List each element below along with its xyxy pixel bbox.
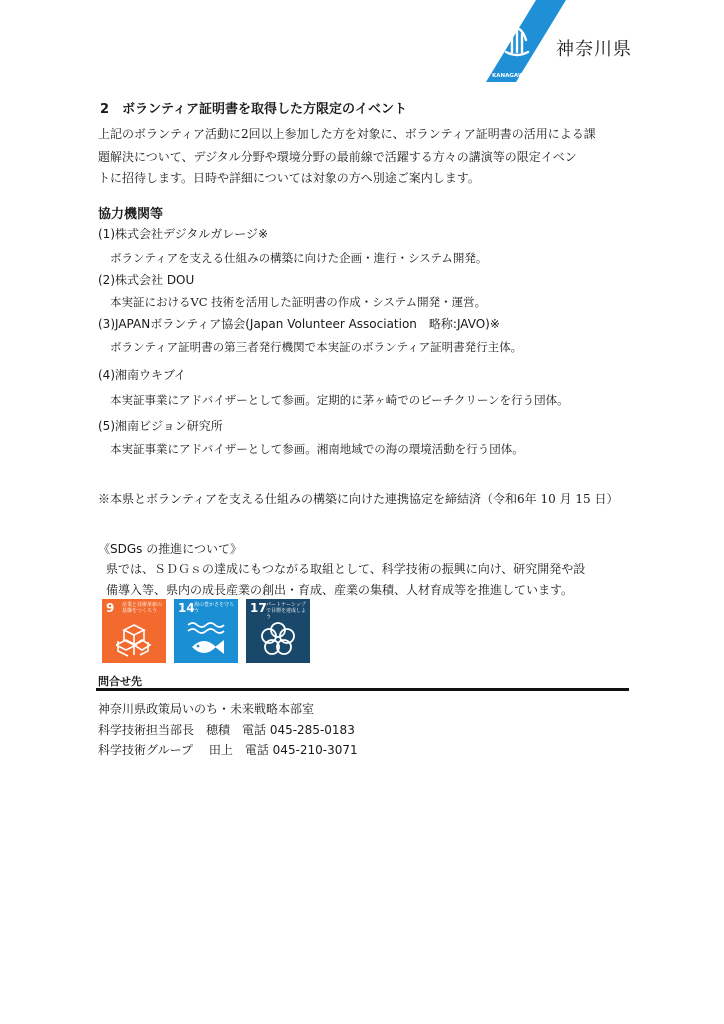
agreement-note: ※本県とボランティアを支える仕組みの構築に向けた連携協定を締結済（令和6年 10 月 15 日） [98,492,619,506]
sdg-number: 14 [178,601,195,615]
sdgs-heading: 《SDGs の推進について》 [98,542,242,556]
org-name: (4)湘南ウキブイ [98,368,186,382]
contact-line: 科学技術グループ 田上 電話 045-210-3071 [98,743,358,757]
org-name: (1)株式会社デジタルガレージ※ [98,227,269,241]
logo-caption: KANAGAWA [492,73,528,79]
sdg-number: 9 [106,601,115,615]
sdgs-line: 県では、ＳＤＧｓの達成にもつながる取組として、科学技術の振興に向け、研究開発や設 [106,562,586,576]
org-name: (2)株式会社 DOU [98,273,195,287]
section2-line: 上記のボランティア活動に2回以上参加した方を対象に、ボランティア証明書の活用による課 [98,127,596,141]
org-description: 本実証事業にアドバイザーとして参画。定期的に茅ヶ崎でのビーチクリーンを行う団体。 [110,393,569,407]
cubes-icon [116,623,152,659]
org-description: 本実証におけるVC 技術を活用した証明書の作成・システム開発・運営。 [110,295,487,309]
contact-divider [96,688,629,691]
org-description: ボランティアを支える仕組みの構築に向けた企画・進行・システム開発。 [110,251,488,265]
org-description: ボランティア証明書の第三者発行機関で本実証のボランティア証明書発行主体。 [110,340,523,354]
section2-heading: 2 ボランティア証明書を取得した方限定のイベント [100,102,408,117]
cooperation-heading: 協力機関等 [98,207,164,222]
sdg-goal-9-tile [102,599,166,663]
contact-heading: 問合せ先 [98,675,142,688]
org-name: (5)湘南ビジョン研究所 [98,419,223,433]
sdg-label: 産業と技術革新の基盤をつくろう [122,602,163,614]
contact-line: 科学技術担当部長 穂積 電話 045-285-0183 [98,723,355,737]
sdgs-line: 備導入等、県内の成長産業の創出・育成、産業の集積、人材育成等を推進しています。 [106,583,574,597]
contact-line: 神奈川県政策局いのち・未来戦略本部室 [98,702,315,716]
section2-line: 題解決について、デジタル分野や環境分野の最前線で活躍する方々の講演等の限定イベン [98,150,577,164]
prefecture-name: 神奈川県 [556,39,632,60]
sdg-goal-17-tile [246,599,310,663]
partnership-ring-icon [260,621,296,657]
org-name: (3)JAPANボランティア協会(Japan Volunteer Association 略称:JAVO)※ [98,317,500,331]
section2-line: トに招待します。日時や詳細については対象の方へ別途ご案内します。 [98,171,480,185]
sdg-number: 17 [250,601,267,615]
sdg-label: パートナーシップで目標を達成しよう [266,602,307,620]
sdg-goal-14-tile [174,599,238,663]
org-description: 本実証事業にアドバイザーとして参画。湘南地域での海の環境活動を行う団体。 [110,442,524,456]
sdg-label: 海の豊かさを守ろう [194,602,235,614]
fish-icon [184,621,228,659]
